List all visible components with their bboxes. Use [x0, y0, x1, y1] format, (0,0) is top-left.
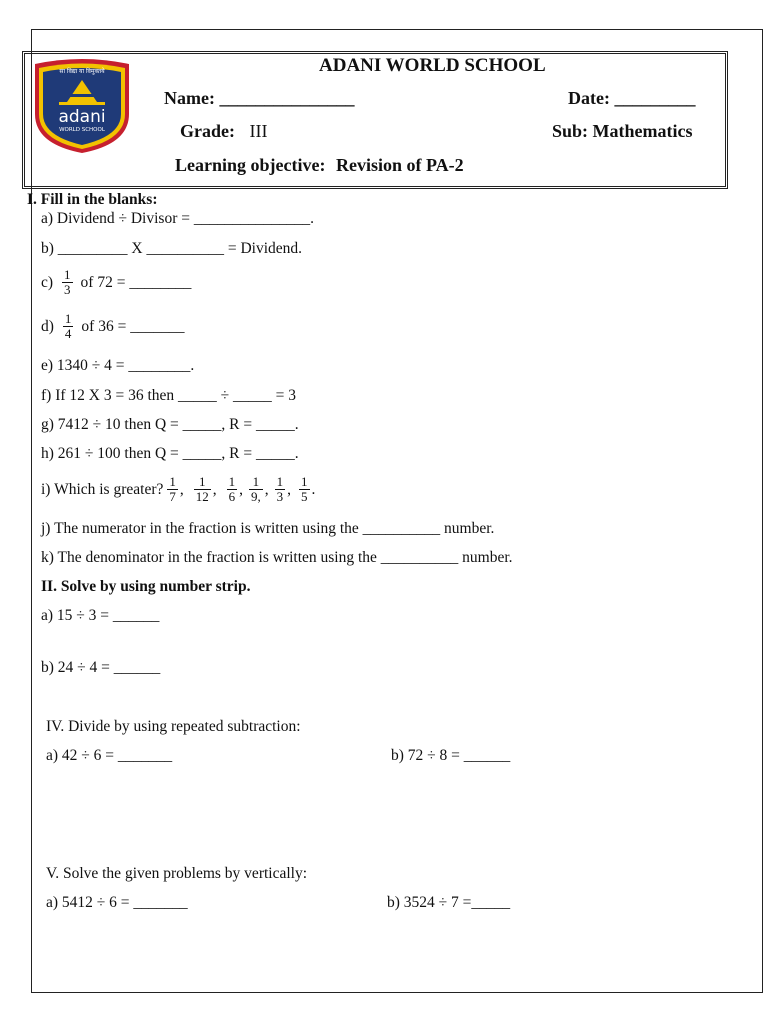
question-b: b) _________ X __________ = Dividend.	[41, 240, 303, 257]
objective-value: Revision of PA-2	[335, 155, 464, 175]
section-5-question-a: a) 5412 ÷ 6 = _______	[46, 894, 188, 911]
fraction-denominator: 3	[64, 282, 71, 297]
fraction-one-twelfth	[194, 475, 211, 504]
fraction-one-third	[62, 268, 73, 297]
question-g: g) 7412 ÷ 10 then Q = _____, R = _____.	[41, 416, 299, 433]
question-c	[41, 268, 191, 297]
question-c-label: c)	[41, 273, 54, 291]
school-name: ADANI WORLD SCHOOL	[319, 55, 546, 76]
question-j: j) The numerator in the fraction is written using the __________ number.	[41, 520, 495, 537]
date-field: Date: _________	[568, 88, 696, 108]
section-4-question-a: a) 42 ÷ 6 = _______	[46, 747, 173, 764]
section-5-heading: V. Solve the given problems by vertically:	[46, 865, 308, 882]
separator: ,	[287, 480, 291, 498]
separator: ,	[239, 480, 243, 498]
fraction-denominator: 4	[64, 326, 72, 341]
section-2-question-a: a) 15 ÷ 3 = ______	[41, 607, 160, 624]
question-e: e) 1340 ÷ 4 = ________.	[41, 357, 195, 374]
question-f: f) If 12 X 3 = 36 then _____ ÷ _____ = 3	[41, 387, 297, 404]
separator: ,	[212, 480, 217, 498]
logo-motto: सा विद्या या विमुक्तये	[59, 68, 105, 75]
fraction-denominator: 3	[276, 489, 284, 504]
fraction-one-fifth	[299, 475, 310, 504]
logo-subtext: WORLD SCHOOL	[59, 127, 105, 133]
fraction-denominator: 9,	[251, 489, 261, 504]
fraction-numerator: 1	[64, 311, 72, 326]
question-i-text: i) Which is greater?	[41, 480, 164, 498]
grade-field	[180, 121, 267, 142]
objective-label: Learning objective:	[175, 155, 326, 175]
question-c-text: of 72 = ________	[80, 273, 192, 291]
separator: .	[311, 480, 316, 498]
fraction-one-fourth	[63, 312, 74, 341]
fraction-denominator: 5	[301, 489, 308, 504]
question-d	[41, 312, 184, 341]
question-h: h) 261 ÷ 100 then Q = _____, R = _____.	[41, 445, 299, 462]
fraction-numerator: 1	[228, 474, 236, 489]
separator: ,	[264, 480, 269, 498]
fraction-one-sixth	[227, 475, 238, 504]
section-1-heading: I. Fill in the blanks:	[27, 191, 158, 208]
section-4-heading: IV. Divide by using repeated subtraction:	[46, 718, 301, 735]
fraction-numerator: 1	[199, 474, 206, 489]
section-4-question-b: b) 72 ÷ 8 = ______	[391, 747, 511, 764]
fraction-numerator: 1	[252, 474, 260, 489]
logo-wordmark: adani	[58, 107, 106, 127]
fraction-one-ninth	[249, 475, 263, 504]
section-2-heading: II. Solve by using number strip.	[41, 578, 251, 595]
grade-value: III	[249, 121, 268, 141]
question-d-text: of 36 = _______	[81, 317, 185, 335]
name-field: Name: _______________	[164, 88, 355, 108]
grade-label: Grade:	[180, 121, 235, 141]
fraction-denominator: 6	[228, 489, 236, 504]
subject-field: Sub: Mathematics	[552, 121, 693, 141]
question-i	[41, 475, 315, 504]
question-d-label: d)	[41, 317, 54, 335]
school-logo	[29, 56, 135, 154]
fraction-numerator: 1	[169, 474, 176, 489]
separator: ,	[179, 480, 184, 498]
learning-objective	[175, 155, 464, 176]
question-a: a) Dividend ÷ Divisor = _______________.	[41, 210, 314, 227]
question-k: k) The denominator in the fraction is written using the __________ number.	[41, 549, 513, 566]
fraction-one-seventh	[167, 475, 178, 504]
section-5-question-b: b) 3524 ÷ 7 =_____	[387, 894, 511, 911]
fraction-numerator: 1	[64, 267, 71, 282]
fraction-denominator: 12	[195, 489, 209, 504]
fraction-numerator: 1	[301, 474, 308, 489]
fraction-denominator: 7	[169, 489, 176, 504]
fraction-numerator: 1	[276, 474, 284, 489]
section-2-question-b: b) 24 ÷ 4 = ______	[41, 659, 161, 676]
fraction-one-third	[275, 475, 286, 504]
